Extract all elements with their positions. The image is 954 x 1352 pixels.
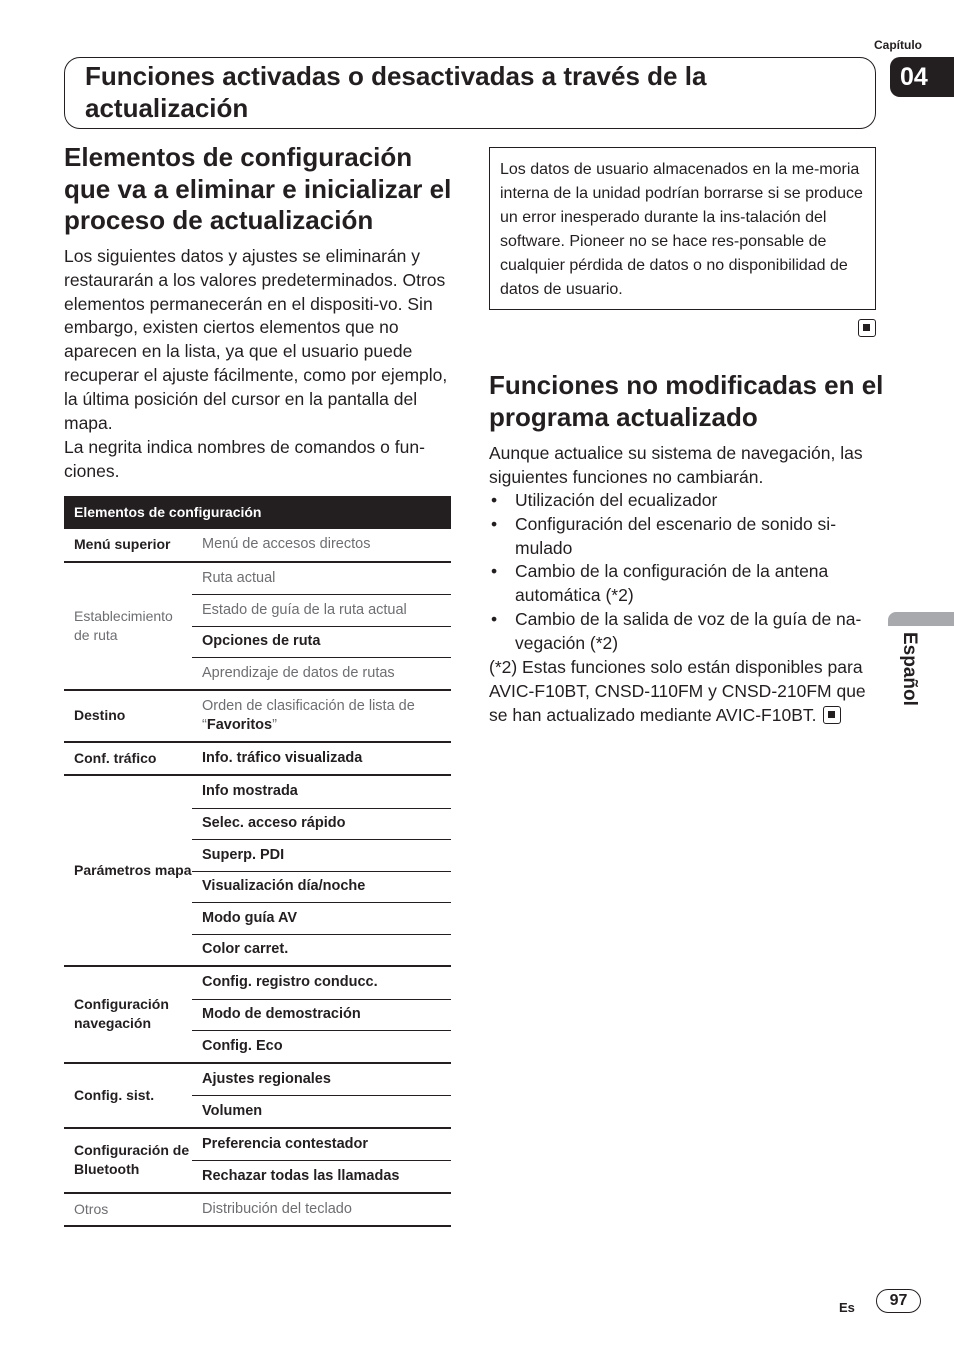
table-item: Info mostrada — [202, 783, 298, 800]
end-of-section-icon — [858, 319, 876, 337]
table-item: Config. Eco — [192, 1030, 451, 1062]
section1-paragraph: Los siguientes datos y ajustes se eliminarán y restaurarán a los valores predeterminados. Otros elementos permanecerán en el dispositi-vo. Sin embargo, existen ciertos elementos que no aparecen en la lista, ya que el usuario puede recuperar el ajuste fácilmente, como por ejemplo, la última posición del cursor en la pantalla del mapa. — [64, 246, 448, 433]
table-group-conf-trafico — [64, 743, 451, 777]
table-group-configuracion-navegacion — [64, 967, 451, 1064]
table-item: Orden de clasificación de lista de “Favoritos” — [202, 697, 415, 733]
footnote-text: (*2) Estas funciones solo están disponibles para AVIC-F10BT, CNSD-110FM y CNSD-210FM que se han actualizado mediante AVIC-F10BT. — [489, 657, 866, 725]
group-name: Configuración de Bluetooth — [74, 1142, 190, 1177]
section2-title: Funciones no modificadas en el programa actualizado — [489, 370, 884, 432]
list-item: • Cambio de la configuración de la antena automática (*2) — [489, 560, 879, 608]
table-item: Volumen — [192, 1095, 451, 1127]
table-item: Menú de accesos directos — [202, 536, 371, 553]
table-item: Visualización día/noche — [192, 871, 451, 903]
list-item: • Utilización del ecualizador — [489, 489, 879, 513]
table-item-text: Orden de clasificación de lista de — [202, 697, 415, 714]
table-item: Aprendizaje de datos de rutas — [192, 657, 451, 689]
footer-language: Es — [839, 1300, 855, 1315]
table-item: Opciones de ruta — [192, 626, 451, 658]
table-item: Config. registro conducc. — [202, 974, 378, 991]
table-item: Ruta actual — [202, 569, 276, 586]
table-item: Rechazar todas las llamadas — [192, 1160, 451, 1192]
table-group-destino — [64, 691, 451, 743]
page-number: 97 — [876, 1289, 921, 1313]
group-name: Conf. tráfico — [74, 749, 157, 766]
list-item: • Cambio de la salida de voz de la guía de na-vegación (*2) — [489, 608, 879, 656]
group-name: Destino — [74, 707, 126, 723]
table-group-parametros-mapa — [64, 776, 451, 967]
table-item: Selec. acceso rápido — [192, 808, 451, 840]
table-item: Info. tráfico visualizada — [202, 749, 363, 766]
section2-intro: Aunque actualice su sistema de navegación, las siguientes funciones no cambiarán. — [489, 443, 863, 487]
table-group-bluetooth — [64, 1129, 451, 1194]
chapter-title-box — [64, 57, 876, 129]
chapter-number: 04 — [890, 57, 954, 97]
section1-bold-note: La negrita indica nombres de comandos o fun-ciones. — [64, 437, 425, 481]
table-item: Distribución del teclado — [202, 1200, 352, 1217]
table-group-otros — [64, 1194, 451, 1228]
table-item: Color carret. — [192, 934, 451, 966]
group-name: Otros — [74, 1200, 109, 1217]
group-name: Configuración navegación — [74, 996, 169, 1032]
table-group-establecimiento-ruta — [64, 563, 451, 691]
unchanged-functions-list — [489, 489, 879, 656]
table-item-bold: Favoritos — [206, 716, 273, 733]
list-item: • Configuración del escenario de sonido si-mulado — [489, 513, 879, 561]
config-items-table — [64, 496, 451, 1227]
table-item: Superp. PDI — [192, 839, 451, 871]
table-item: Modo de demostración — [192, 999, 451, 1031]
table-header: Elementos de configuración — [64, 496, 451, 529]
language-label-text: Español — [899, 632, 920, 706]
table-item: Ajustes regionales — [202, 1070, 331, 1087]
table-group-menu-superior — [64, 529, 451, 563]
language-label — [894, 632, 924, 722]
language-tab — [888, 612, 954, 626]
section1-title: Elementos de configuración que va a eliminar e inicializar el proceso de actualización — [64, 142, 452, 235]
footnote — [489, 656, 879, 727]
end-of-section-icon — [823, 706, 841, 724]
data-loss-note: Los datos de usuario almacenados en la me-moria interna de la unidad podrían borrarse si se produce un error inesperado durante la ins-talación del software. Pioneer no se hace res-ponsable de cualquier pérdida de datos o no disponibilidad de datos de usuario. — [489, 147, 876, 310]
table-item: Preferencia contestador — [202, 1135, 369, 1152]
table-group-config-sist — [64, 1064, 451, 1129]
table-item: Modo guía AV — [192, 902, 451, 934]
group-name: Config. sist. — [74, 1086, 155, 1103]
group-name: Parámetros mapa — [74, 862, 192, 878]
chapter-title: Funciones activadas o desactivadas a través de la actualización — [85, 61, 707, 123]
group-name: Menú superior — [74, 536, 171, 553]
chapter-label: Capítulo — [874, 38, 922, 52]
table-item: Estado de guía de la ruta actual — [192, 594, 451, 626]
group-name: Establecimiento de ruta — [74, 607, 173, 643]
